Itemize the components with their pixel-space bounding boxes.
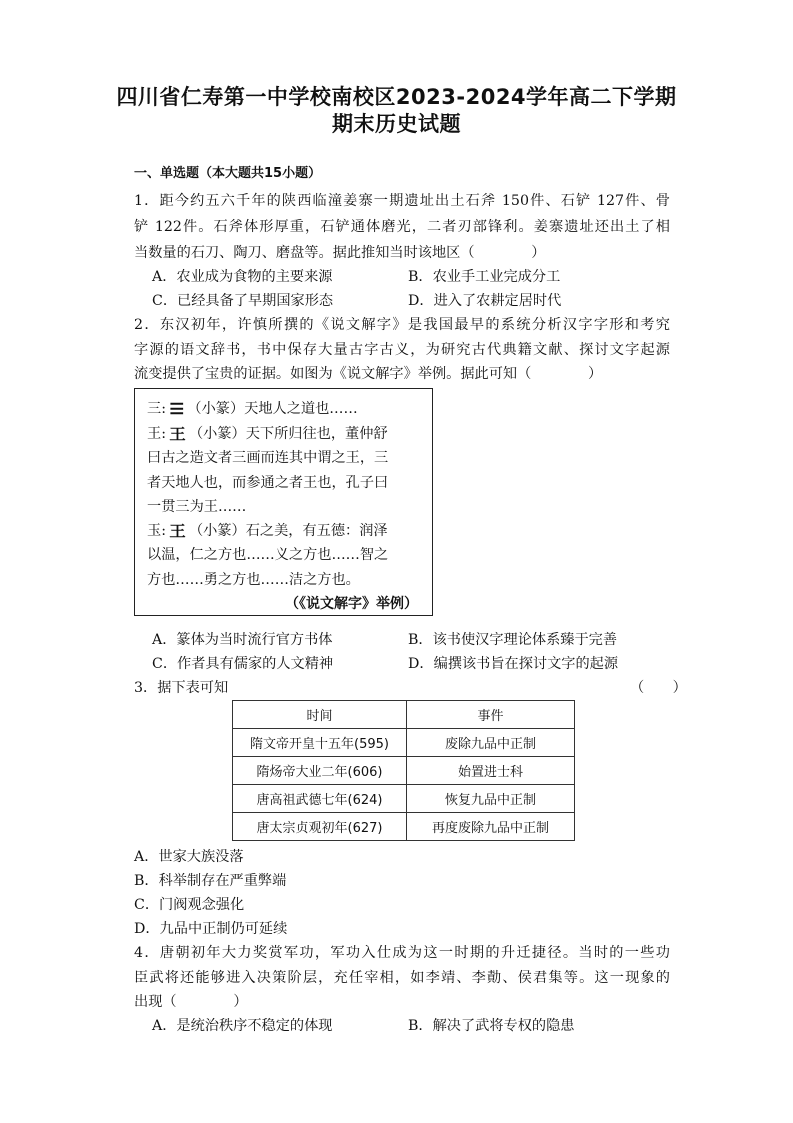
q4-stem-line2: 臣武将还能够进入决策阶层，充任宰相，如李靖、李勣、侯君集等。这一现象的 <box>134 970 670 986</box>
section-heading: 一、单选题（本大题共15小题） <box>134 166 322 181</box>
table-header-row <box>233 701 575 729</box>
q3-option-d: D．九品中正制仍可延续 <box>134 921 288 937</box>
table-cell: 隋炀帝大业二年(606) <box>233 757 407 785</box>
q1-stem-line3: 当数量的石刀、陶刀、磨盘等。据此推知当时该地区（ ） <box>134 245 546 261</box>
exam-title-line2: 期末历史试题 <box>332 112 461 136</box>
q3-stem: 3．据下表可知 <box>134 680 229 696</box>
q2-option-c: C．作者具有儒家的人文精神 <box>152 656 334 672</box>
q4-option-b: B．解决了武将专权的隐患 <box>408 1018 575 1034</box>
exam-title-line1: 四川省仁寿第一中学校南校区2023-2024学年高二下学期 <box>116 85 677 109</box>
quote-line-wang <box>147 423 388 444</box>
quote-prefix: 玉: <box>147 523 166 539</box>
table-cell: 始置进士科 <box>407 757 575 785</box>
q3-answer-paren: （ ） <box>630 680 687 696</box>
table-row <box>233 729 575 757</box>
seal-script-san-icon: ☰ <box>169 400 185 418</box>
table-header-event: 事件 <box>407 701 575 729</box>
q4-stem-line1: 4．唐朝初年大力奖赏军功，军功入仕成为这一时期的升迁捷径。当时的一些功 <box>134 945 670 961</box>
q1-option-d: D．进入了农耕定居时代 <box>408 293 562 309</box>
quote-text: （小篆）天地人之道也…… <box>187 401 358 417</box>
quote-line-3: 曰古之造文者三画而连其中谓之王，三 <box>147 450 389 466</box>
q2-option-a: A．篆体为当时流行官方书体 <box>152 632 333 648</box>
quote-prefix: 王: <box>147 426 166 442</box>
q3-option-b: B．科举制存在严重弊端 <box>134 873 287 889</box>
quote-caption: （《说文解字》举例） <box>285 596 418 612</box>
q2-stem-line3: 流变提供了宝贵的证据。如图为《说文解字》举例。据此可知（ ） <box>134 366 603 382</box>
quote-line-4: 者天地人也，而参通之者王也，孔子曰 <box>147 475 389 491</box>
shuowen-quote-box <box>134 388 433 616</box>
q3-option-c: C．门阀观念强化 <box>134 897 245 913</box>
q4-option-a: A．是统治秩序不稳定的体现 <box>152 1018 333 1034</box>
table-cell: 隋文帝开皇十五年(595) <box>233 729 407 757</box>
quote-line-8: 方也……勇之方也……洁之方也。 <box>147 572 360 588</box>
q2-option-b: B．该书使汉字理论体系臻于完善 <box>408 632 618 648</box>
quote-text: （小篆）石之美，有五德：润泽 <box>188 523 388 539</box>
table-cell: 恢复九品中正制 <box>407 785 575 813</box>
history-events-table <box>232 700 575 841</box>
table-row <box>233 757 575 785</box>
q1-option-c: C．已经具备了早期国家形态 <box>152 293 334 309</box>
table-cell: 再度废除九品中正制 <box>407 813 575 841</box>
seal-script-wang-icon: 王 <box>169 425 186 443</box>
q3-option-a: A．世家大族没落 <box>134 849 244 865</box>
q1-option-b: B．农业手工业完成分工 <box>408 269 561 285</box>
q1-stem-line2: 铲 122件。石斧体形厚重，石铲通体磨光，二者刃部锋利。姜寨遗址还出土了相 <box>134 219 670 235</box>
q2-option-d: D．编撰该书旨在探讨文字的起源 <box>408 656 619 672</box>
quote-line-san <box>147 398 358 418</box>
table-cell: 废除九品中正制 <box>407 729 575 757</box>
quote-text: （小篆）天下所归往也，董仲舒 <box>188 426 388 442</box>
quote-prefix: 三: <box>147 401 166 417</box>
table-row <box>233 785 575 813</box>
table-row <box>233 813 575 841</box>
q2-stem-line1: 2．东汉初年，许慎所撰的《说文解字》是我国最早的系统分析汉字字形和考究 <box>134 317 670 333</box>
table-header-time: 时间 <box>233 701 407 729</box>
table-cell: 唐太宗贞观初年(627) <box>233 813 407 841</box>
table-cell: 唐高祖武德七年(624) <box>233 785 407 813</box>
seal-script-yu-icon: 王 <box>169 522 186 540</box>
quote-line-7: 以温，仁之方也……义之方也……智之 <box>147 547 389 563</box>
q4-stem-line3: 出现（ ） <box>134 994 248 1010</box>
quote-line-yu <box>147 520 388 541</box>
q2-stem-line2: 字源的语文辞书，书中保存大量古字古义，为研究古代典籍文献、探讨文字起源 <box>134 342 670 358</box>
q1-stem-line1: 1．距今约五六千年的陕西临潼姜寨一期遗址出土石斧 150件、石铲 127件、骨 <box>134 193 670 209</box>
q1-option-a: A．农业成为食物的主要来源 <box>152 269 333 285</box>
quote-line-5: 一贯三为王…… <box>147 499 247 515</box>
